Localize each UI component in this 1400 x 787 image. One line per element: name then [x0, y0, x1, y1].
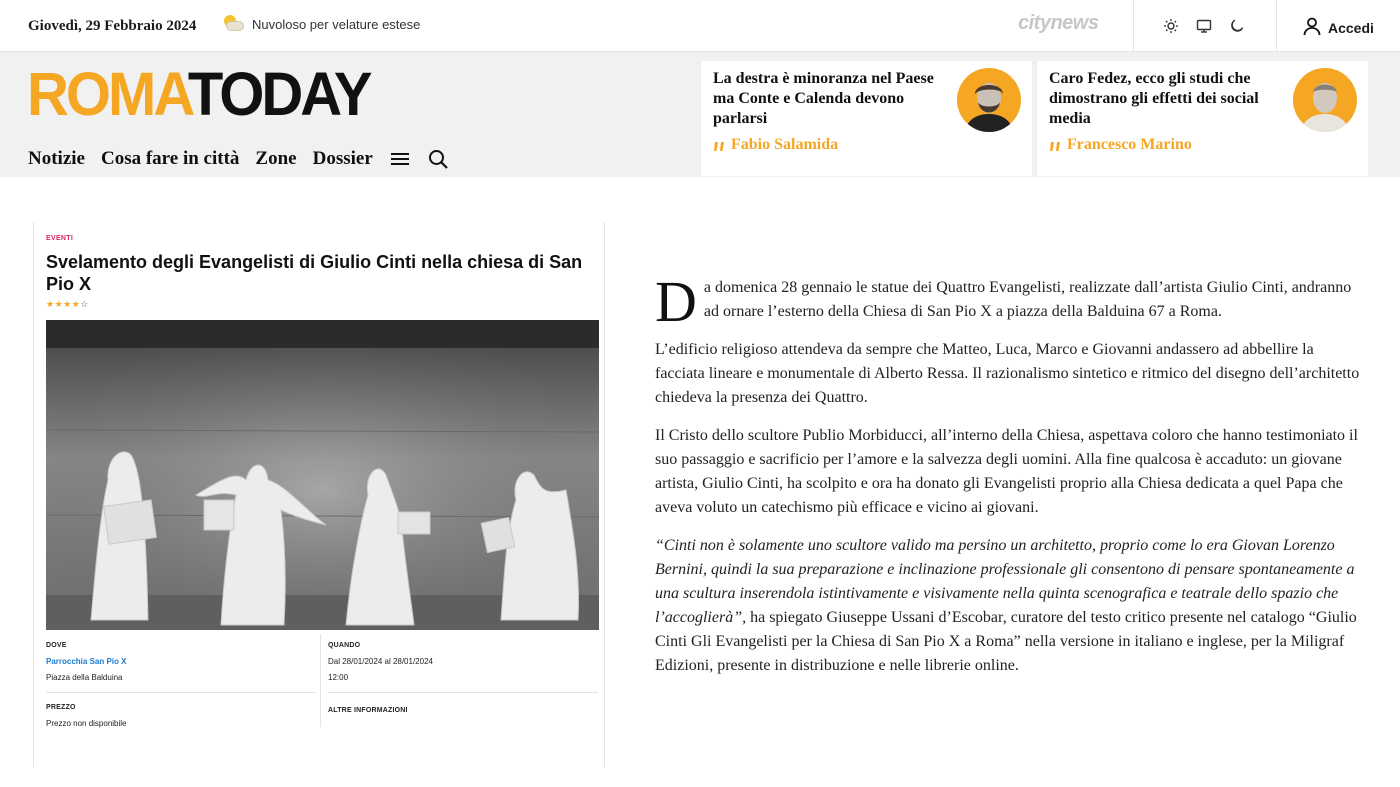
event-rating: ★★★★☆: [46, 299, 89, 309]
search-icon[interactable]: [427, 148, 449, 170]
main-nav: [28, 148, 449, 170]
divider: [320, 634, 321, 727]
event-photo: [46, 320, 599, 630]
nav-dossier[interactable]: Dossier: [312, 148, 373, 169]
opinion-title[interactable]: Caro Fedez, ecco gli studi che dimostrano gli effetti dei social media: [1049, 70, 1259, 127]
quote-text: “Cinti non è solamente uno scultore valido ma persino un architetto, proprio come lo era Giovan Lorenzo Bernini, quindi la sua preparazione e inclinazione professionale gli consentono di pensare spontaneamente a una scultura inserendola istintivamente e visivamente nella quinta scenografica e teatrale dello spazio che l’accoglierà”,: [655, 537, 1355, 626]
quote-icon: [1049, 139, 1063, 151]
site-header: [0, 52, 1400, 177]
event-title: Svelamento degli Evangelisti di Giulio Cinti nella chiesa di San Pio X: [46, 252, 583, 294]
nav-notizie[interactable]: Notizie: [28, 148, 85, 169]
paragraph: Da domenica 28 gennaio le statue dei Quattro Evangelisti, realizzate dall’artista Giulio Cinti, andranno ad ornare l’esterno della Chiesa di San Pio X a piazza della Balduina 67 a Roma.: [655, 269, 1352, 334]
when-time: 12:00: [328, 673, 349, 682]
divider: [1133, 0, 1134, 52]
opinion-author[interactable]: Fabio Salamida: [713, 136, 838, 154]
monitor-icon[interactable]: [1196, 18, 1212, 34]
divider: [46, 692, 316, 693]
theme-switcher: [1163, 18, 1245, 34]
user-icon: [1302, 16, 1322, 39]
where-address: Piazza della Balduina: [46, 673, 123, 682]
cloudy-weather-icon: [222, 15, 244, 33]
hamburger-menu-icon[interactable]: [389, 148, 411, 170]
where-section: [46, 638, 126, 686]
moon-icon[interactable]: [1229, 18, 1245, 34]
citynews-logo[interactable]: citynews: [1018, 12, 1099, 34]
top-bar: [0, 0, 1400, 52]
where-place-link[interactable]: Parrocchia San Pio X: [46, 657, 127, 666]
login-button[interactable]: [1302, 16, 1374, 39]
login-label: Accedi: [1328, 19, 1374, 36]
divider: [328, 692, 598, 693]
event-category[interactable]: EVENTI: [46, 235, 74, 242]
price-label: PREZZO: [46, 704, 76, 711]
more-info-label: ALTRE INFORMAZIONI: [328, 707, 408, 714]
event-card: [33, 222, 605, 767]
romatoday-logo[interactable]: ROMATODAY: [27, 60, 370, 129]
nav-zone[interactable]: Zone: [255, 148, 297, 169]
quote-icon: [713, 139, 727, 151]
sun-icon[interactable]: [1163, 18, 1179, 34]
divider: [1276, 0, 1277, 52]
opinion-card[interactable]: [1037, 61, 1368, 176]
author-avatar: [1293, 68, 1357, 132]
paragraph: L’edificio religioso attendeva da sempre che Matteo, Luca, Marco e Giovanni andassero ad abbellire la facciata lineare e monumentale di Alberto Ressa. Il razionalismo sintetico e ritmico del disegno dell’architetto chiedeva la presenza dei Quattro.: [655, 341, 1360, 406]
opinion-title[interactable]: La destra è minoranza nel Paese ma Conte e Calenda devono parlarsi: [713, 70, 934, 127]
paragraph: “Cinti non è solamente uno scultore valido ma persino un architetto, proprio come lo era Giovan Lorenzo Bernini, quindi la sua preparazione e inclinazione professionale gli consentono di pensare spontaneamente a una scultura inserendola istintivamente e visivamente nella quinta scenografica e teatrale dello spazio che l’accoglierà”, ha spiegato Giuseppe Ussani d’Escobar, curatore del testo critico presente nel catalogo “Giulio Cinti Gli Evangelisti per la Chiesa di San Pio X a Roma” nella versione in italiano e inglese, per la Miligraf Edizioni, presente in distribuzione e nelle librerie online.: [655, 537, 1357, 674]
drop-cap: D: [655, 269, 697, 334]
current-date: Giovedì, 29 Febbraio 2024: [28, 18, 197, 34]
article-body: [655, 269, 1367, 692]
price-section: [46, 700, 127, 732]
when-label: QUANDO: [328, 642, 361, 649]
when-dates: Dal 28/01/2024 al 28/01/2024: [328, 657, 433, 666]
more-info-section[interactable]: [328, 703, 408, 719]
weather-text: Nuvoloso per velature estese: [252, 16, 421, 32]
paragraph: Il Cristo dello scultore Publio Morbiducci, all’interno della Chiesa, aspettava coloro che hanno testimoniato il suo passaggio e sacrificio per l’amore e la salvezza degli uomini. Alla fine qualcosa è accaduto: un giovane artista, Giulio Cinti, ha scolpito e ora ha donato gli Evangelisti proprio alla Chiesa dedicata a quel Papa che aveva voluto un catechismo più efficace e vicino ai giovani.: [655, 427, 1358, 516]
when-section: [328, 638, 433, 686]
price-value: Prezzo non disponibile: [46, 719, 127, 728]
author-avatar: [957, 68, 1021, 132]
nav-cosa-fare[interactable]: Cosa fare in città: [100, 148, 240, 169]
opinion-author[interactable]: Francesco Marino: [1049, 136, 1192, 154]
weather-widget[interactable]: [222, 15, 420, 33]
opinion-card[interactable]: [701, 61, 1032, 176]
where-label: DOVE: [46, 642, 67, 649]
